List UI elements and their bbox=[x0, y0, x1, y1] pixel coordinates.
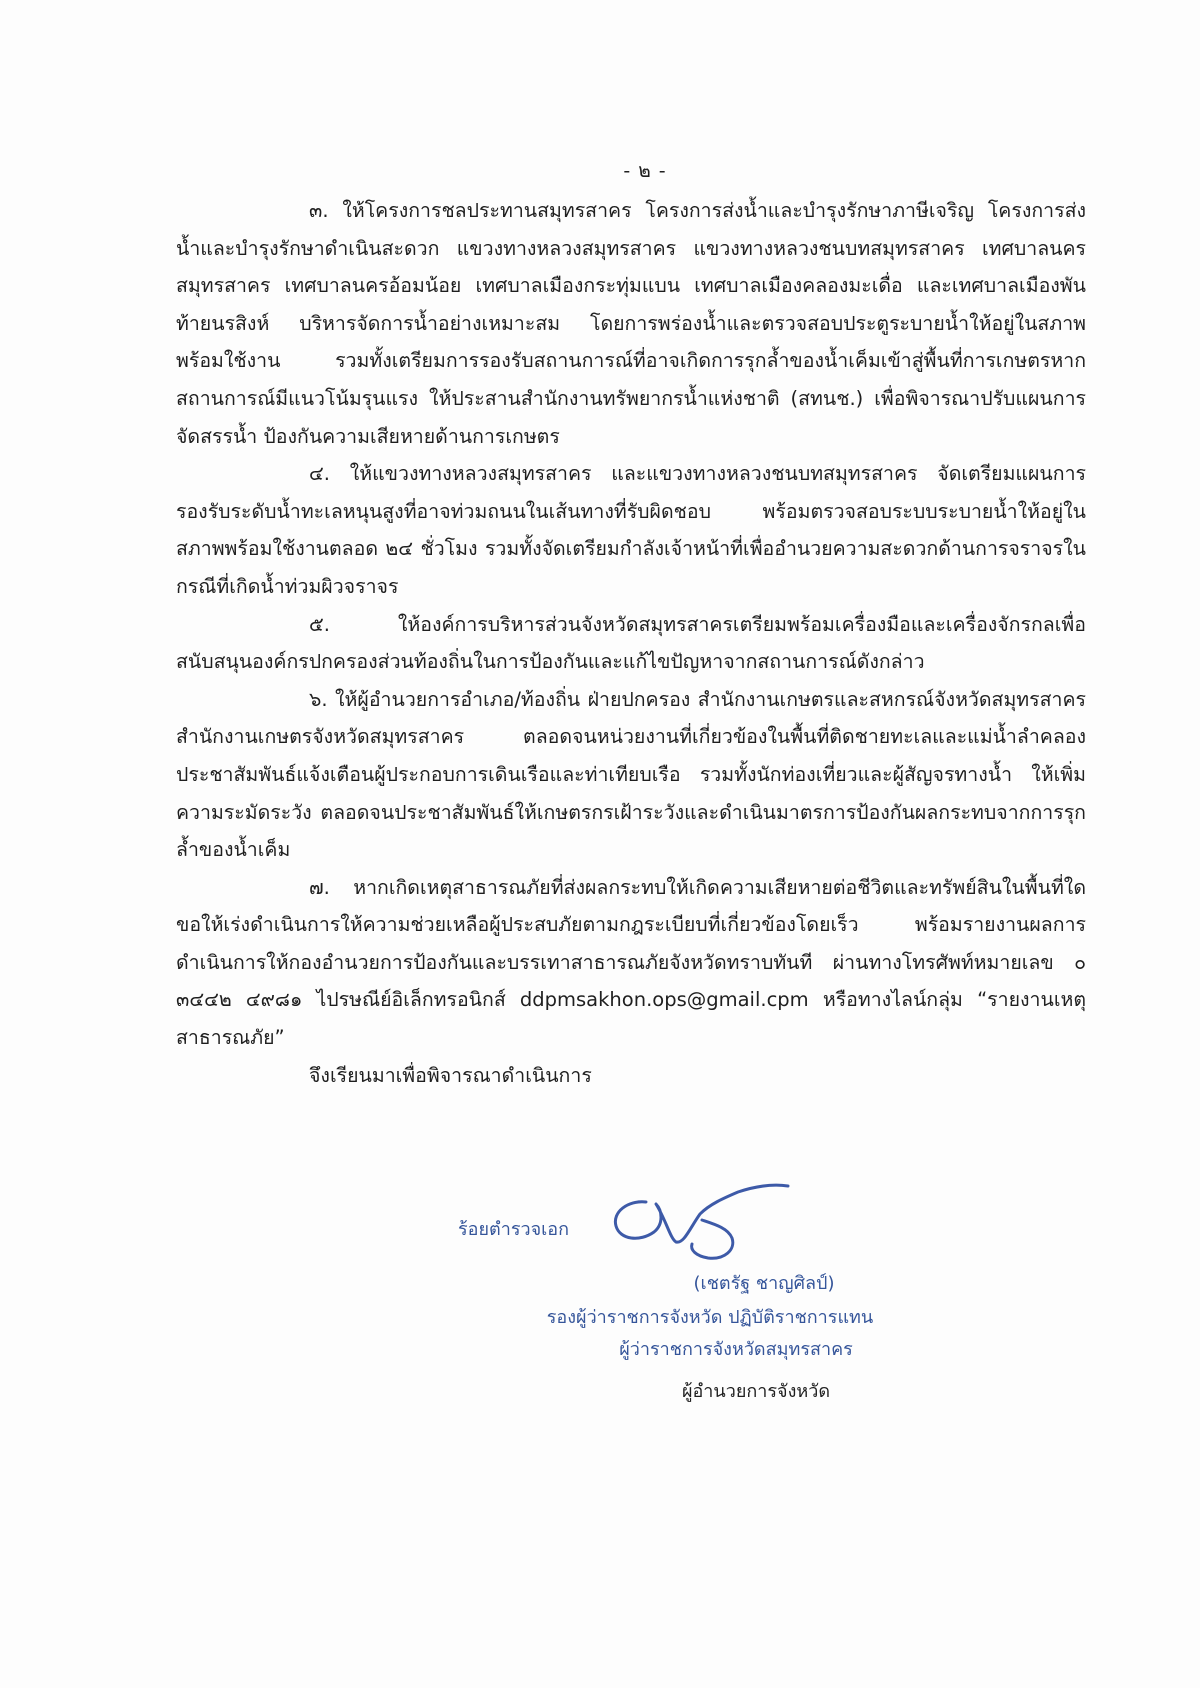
signer-rank: ร้อยตำรวจเอก bbox=[458, 1219, 570, 1240]
closing-line: จึงเรียนมาเพื่อพิจารณาดำเนินการ bbox=[309, 1063, 592, 1087]
paragraph-item-7: ๗. หากเกิดเหตุสาธารณภัยที่ส่งผลกระทบให้เกิดความเสียหายต่อชีวิตและทรัพย์สินในพื้นที่ใด ขอให้เร่งดำเนินการให้ความช่วยเหลือผู้ประสบภัยตามกฎระเบียบที่เกี่ยวข้องโดยเร็ว พร้อมรายงานผลการดำเนินการให้กองอำนวยการป้องกันและบรรเทาสาธารณภัยจังหวัดทราบทันที ผ่านทางโทรศัพท์หมายเลข ๐ ๓๔๔๒ ๔๙๘๑ ไปรษณีย์อิเล็กทรอนิกส์ ddpmsakhon.ops@gmail.cpm หรือทางไลน์กลุ่ม “รายงานเหตุสาธารณภัย” bbox=[176, 875, 1086, 1050]
document-body bbox=[176, 192, 1086, 1094]
paragraph-item-3: ๓. ให้โครงการชลประทานสมุทรสาคร โครงการส่งน้ำและบำรุงรักษาภาษีเจริญ โครงการส่งน้ำและบำรุงรักษาดำเนินสะดวก แขวงทางหลวงสมุทรสาคร แขวงทางหลวงชนบทสมุทรสาคร เทศบาลนครสมุทรสาคร เทศบาลนครอ้อมน้อย เทศบาลเมืองกระทุ่มแบน เทศบาลเมืองคลองมะเดื่อ และเทศบาลเมืองพันท้ายนรสิงห์ บริหารจัดการน้ำอย่างเหมาะสม โดยการพร่องน้ำและตรวจสอบประตูระบายน้ำให้อยู่ในสภาพพร้อมใช้งาน รวมทั้งเตรียมการรองรับสถานการณ์ที่อาจเกิดการรุกล้ำของน้ำเค็มเข้าสู่พื้นที่การเกษตรหากสถานการณ์มีแนวโน้มรุนแรง ให้ประสานสำนักงานทรัพยากรน้ำแห่งชาติ (สทนช.) เพื่อพิจารณาปรับแผนการจัดสรรน้ำ ป้องกันความเสียหายด้านการเกษตร bbox=[176, 199, 1086, 448]
signer-title-line3: ผู้อำนวยการจังหวัด bbox=[681, 1381, 831, 1402]
page-number: - ๒ - bbox=[623, 160, 667, 182]
handwritten-signature-icon bbox=[606, 1180, 792, 1266]
paragraph-item-6: ๖. ให้ผู้อำนวยการอำเภอ/ท้องถิ่น ฝ่ายปกครอง สำนักงานเกษตรและสหกรณ์จังหวัดสมุทรสาคร สำนักงานเกษตรจังหวัดสมุทรสาคร ตลอดจนหน่วยงานที่เกี่ยวข้องในพื้นที่ติดชายทะเลและแม่น้ำลำคลอง ประชาสัมพันธ์แจ้งเตือนผู้ประกอบการเดินเรือและท่าเทียบเรือ รวมทั้งนักท่องเที่ยวและผู้สัญจรทางน้ำ ให้เพิ่มความระมัดระวัง ตลอดจนประชาสัมพันธ์ให้เกษตรกรเฝ้าระวังและดำเนินมาตรการป้องกันผลกระทบจากการรุกล้ำของน้ำเค็ม bbox=[176, 687, 1086, 862]
signer-title-line1: รองผู้ว่าราชการจังหวัด ปฏิบัติราชการแทน bbox=[546, 1307, 874, 1328]
paragraph-item-5: ๕. ให้องค์การบริหารส่วนจังหวัดสมุทรสาครเตรียมพร้อมเครื่องมือและเครื่องจักรกลเพื่อสนับสนุนองค์กรปกครองส่วนท้องถิ่นในการป้องกันและแก้ไขปัญหาจากสถานการณ์ดังกล่าว bbox=[176, 612, 1086, 674]
signature-block bbox=[440, 1180, 1000, 1420]
signer-title-line2: ผู้ว่าราชการจังหวัดสมุทรสาคร bbox=[619, 1339, 853, 1360]
signer-name: (เชตรัฐ ชาญศิลป์) bbox=[693, 1273, 835, 1294]
paragraph-item-4: ๔. ให้แขวงทางหลวงสมุทรสาคร และแขวงทางหลวงชนบทสมุทรสาคร จัดเตรียมแผนการรองรับระดับน้ำทะเลหนุนสูงที่อาจท่วมถนนในเส้นทางที่รับผิดชอบ พร้อมตรวจสอบระบบระบายน้ำให้อยู่ในสภาพพร้อมใช้งานตลอด ๒๔ ชั่วโมง รวมทั้งจัดเตรียมกำลังเจ้าหน้าที่เพื่ออำนวยความสะดวกด้านการจราจรในกรณีที่เกิดน้ำท่วมผิวจราจร bbox=[176, 462, 1086, 598]
